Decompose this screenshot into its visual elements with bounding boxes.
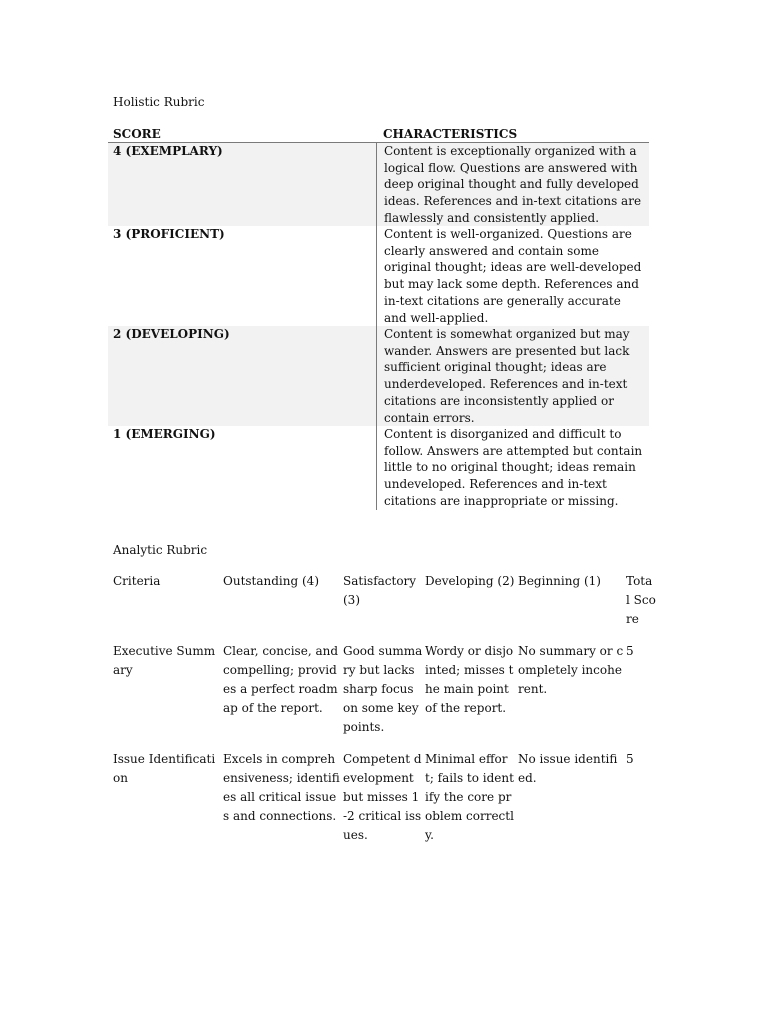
score-characteristics: Content is somewhat organized but may wander. Answers are presented but lack sufficient original thought; ideas are underdeveloped. References and in-text citations are inconsistently applied or contain errors.	[376, 326, 649, 426]
total-score-header: Total Score	[626, 574, 656, 627]
analytic-row	[113, 642, 658, 750]
score-level: 3 (PROFICIENT)	[113, 227, 225, 241]
criteria-cell: Issue Identification	[113, 751, 216, 785]
holistic-header-row	[108, 126, 649, 143]
outstanding-cell: Clear, concise, and compelling; provides a perfect roadmap of the report.	[223, 643, 339, 716]
holistic-rubric-title: Holistic Rubric	[113, 95, 205, 109]
beginning-header: Beginning (1)	[518, 574, 601, 588]
criteria-header: Criteria	[113, 574, 161, 588]
outstanding-cell: Excels in comprehensiveness; identifies all critical issues and connections.	[223, 751, 340, 824]
score-characteristics: Content is exceptionally organized with a logical flow. Questions are answered with deep original thought and fully developed ideas. References and in-text citations are flawlessly and consistently applied.	[376, 143, 649, 226]
holistic-row	[108, 226, 649, 326]
score-header: SCORE	[113, 127, 161, 141]
score-characteristics: Content is disorganized and difficult to follow. Answers are attempted but contain little to no original thought; ideas remain undeveloped. References and in-text citations are inappropriate or missing.	[376, 426, 649, 510]
characteristics-header: CHARACTERISTICS	[383, 127, 518, 141]
holistic-rubric-table	[108, 126, 649, 510]
developing-cell: Wordy or disjointed; misses the main point of the report.	[425, 643, 514, 716]
holistic-row	[108, 426, 649, 510]
score-level: 1 (EMERGING)	[113, 427, 216, 441]
developing-cell: Minimal effort; fails to identify the core problem correctly.	[425, 751, 514, 843]
outstanding-header: Outstanding (4)	[223, 574, 319, 588]
total-score-cell: 5	[626, 751, 634, 766]
score-level: 4 (EXEMPLARY)	[108, 143, 376, 226]
criteria-cell: Executive Summary	[113, 643, 216, 677]
satisfactory-header: Satisfactory (3)	[343, 574, 417, 608]
analytic-row	[113, 750, 658, 858]
beginning-cell: No summary or completely incoherent.	[518, 643, 624, 697]
analytic-header-row	[113, 572, 658, 642]
analytic-rubric-title: Analytic Rubric	[113, 543, 208, 557]
score-characteristics: Content is well-organized. Questions are clearly answered and contain some original thought; ideas are well-developed but may lack some depth. References and in-text citations are generally accurate and well-applied.	[376, 226, 649, 326]
beginning-cell: No issue identified.	[518, 751, 618, 785]
satisfactory-cell: Competent development but misses 1-2 critical issues.	[343, 751, 422, 843]
score-level: 2 (DEVELOPING)	[108, 326, 376, 426]
holistic-row	[108, 326, 649, 426]
total-score-cell: 5	[626, 643, 634, 658]
holistic-row	[108, 143, 649, 226]
satisfactory-cell: Good summary but lacks sharp focus on some key points.	[343, 643, 423, 735]
developing-header: Developing (2)	[425, 574, 515, 588]
analytic-rubric-table	[113, 572, 658, 858]
